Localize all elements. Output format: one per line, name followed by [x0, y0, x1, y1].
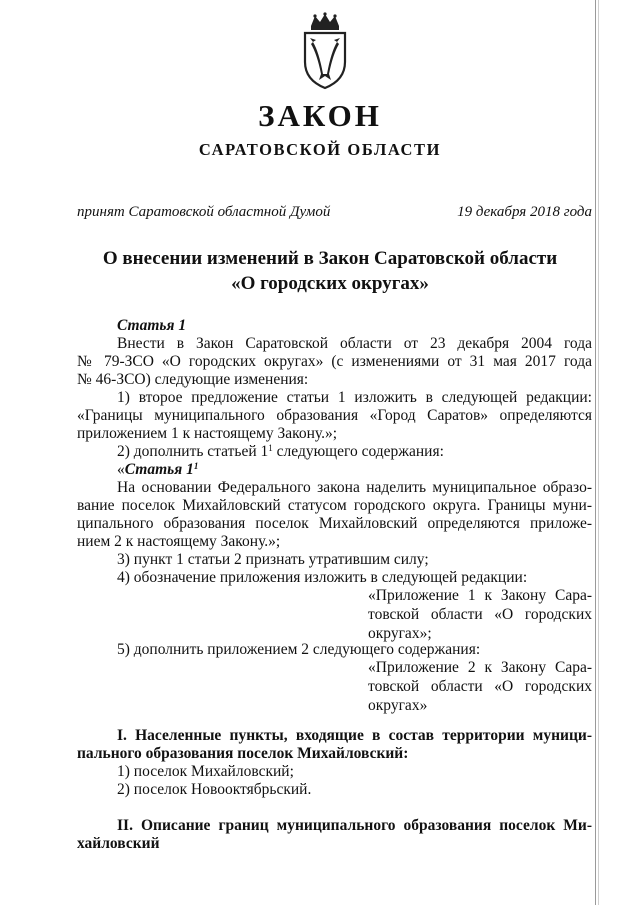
paragraph-line: Внести в Закон Саратовской области от 23 декабря 2004 года	[117, 335, 592, 352]
law-heading-line: О внесении изменений в Закон Саратовской области	[102, 248, 558, 269]
paragraph-line: 2) дополнить статьей $1^1$ следующего содержания:	[117, 443, 444, 460]
section-title: пального образования поселок Михайловский:	[77, 745, 409, 762]
document-title: ЗАКОН	[258, 98, 382, 133]
section-title: хайловский	[77, 835, 160, 852]
annex-1-caption: «Приложение 1 к Закону Сара- товской области «О городских округах»;	[368, 587, 592, 642]
paragraph-line: 5) дополнить приложением 2 следующего содержания:	[117, 641, 481, 658]
list-item: 2) поселок Новооктябрьский.	[117, 781, 312, 798]
paragraph-line: На основании Федерального закона наделить муниципальное образо-	[117, 479, 592, 496]
paragraph-line: ципального образования поселок Михайловский определяются приложе-	[77, 515, 592, 532]
list-item: 1) поселок Михайловский;	[117, 763, 294, 780]
adopted-by: принят Саратовской областной Думой	[77, 204, 331, 220]
coat-of-arms-icon	[299, 12, 351, 90]
annex-2-caption: «Приложение 2 к Закону Сара- товской области «О городских округах»	[368, 659, 592, 714]
adopted-date: 19 декабря 2018 года	[457, 204, 592, 220]
paragraph-line: вание поселок Михайловский статусом городского округа. Границы муни-	[77, 497, 592, 514]
paragraph-line: 3) пункт 1 статьи 2 признать утратившим силу;	[117, 551, 429, 568]
paragraph-line: 4) обозначение приложения изложить в следующей редакции:	[117, 569, 528, 586]
paragraph-line: № 79-ЗСО «О городских округах» (с изменениями от 31 мая 2017 года	[77, 353, 592, 370]
adoption-info	[77, 204, 592, 224]
new-article-title: «Статья $1^1$	[117, 461, 199, 478]
paragraph-line: нием 2 к настоящему Закону.»;	[77, 533, 281, 550]
scan-edge-line	[598, 0, 599, 905]
document-subtitle: САРАТОВСКОЙ ОБЛАСТИ	[198, 140, 442, 159]
paragraph-line: № 46-ЗСО) следующие изменения:	[77, 371, 309, 388]
paragraph-line: «Границы муниципального образования «Город Саратов» определяются	[77, 407, 592, 424]
section-title: II. Описание границ муниципального образования поселок Ми-	[117, 817, 592, 834]
law-heading-line: «О городских округах»	[231, 273, 429, 294]
section-title: I. Населенные пункты, входящие в состав территории муници-	[117, 727, 592, 744]
scan-edge-line	[595, 0, 596, 905]
article-title: Статья 1	[117, 317, 187, 334]
paragraph-line: 1) второе предложение статьи 1 изложить в следующей редакции:	[117, 389, 592, 406]
law-heading	[60, 246, 600, 296]
paragraph-line: приложением 1 к настоящему Закону.»;	[77, 425, 338, 442]
